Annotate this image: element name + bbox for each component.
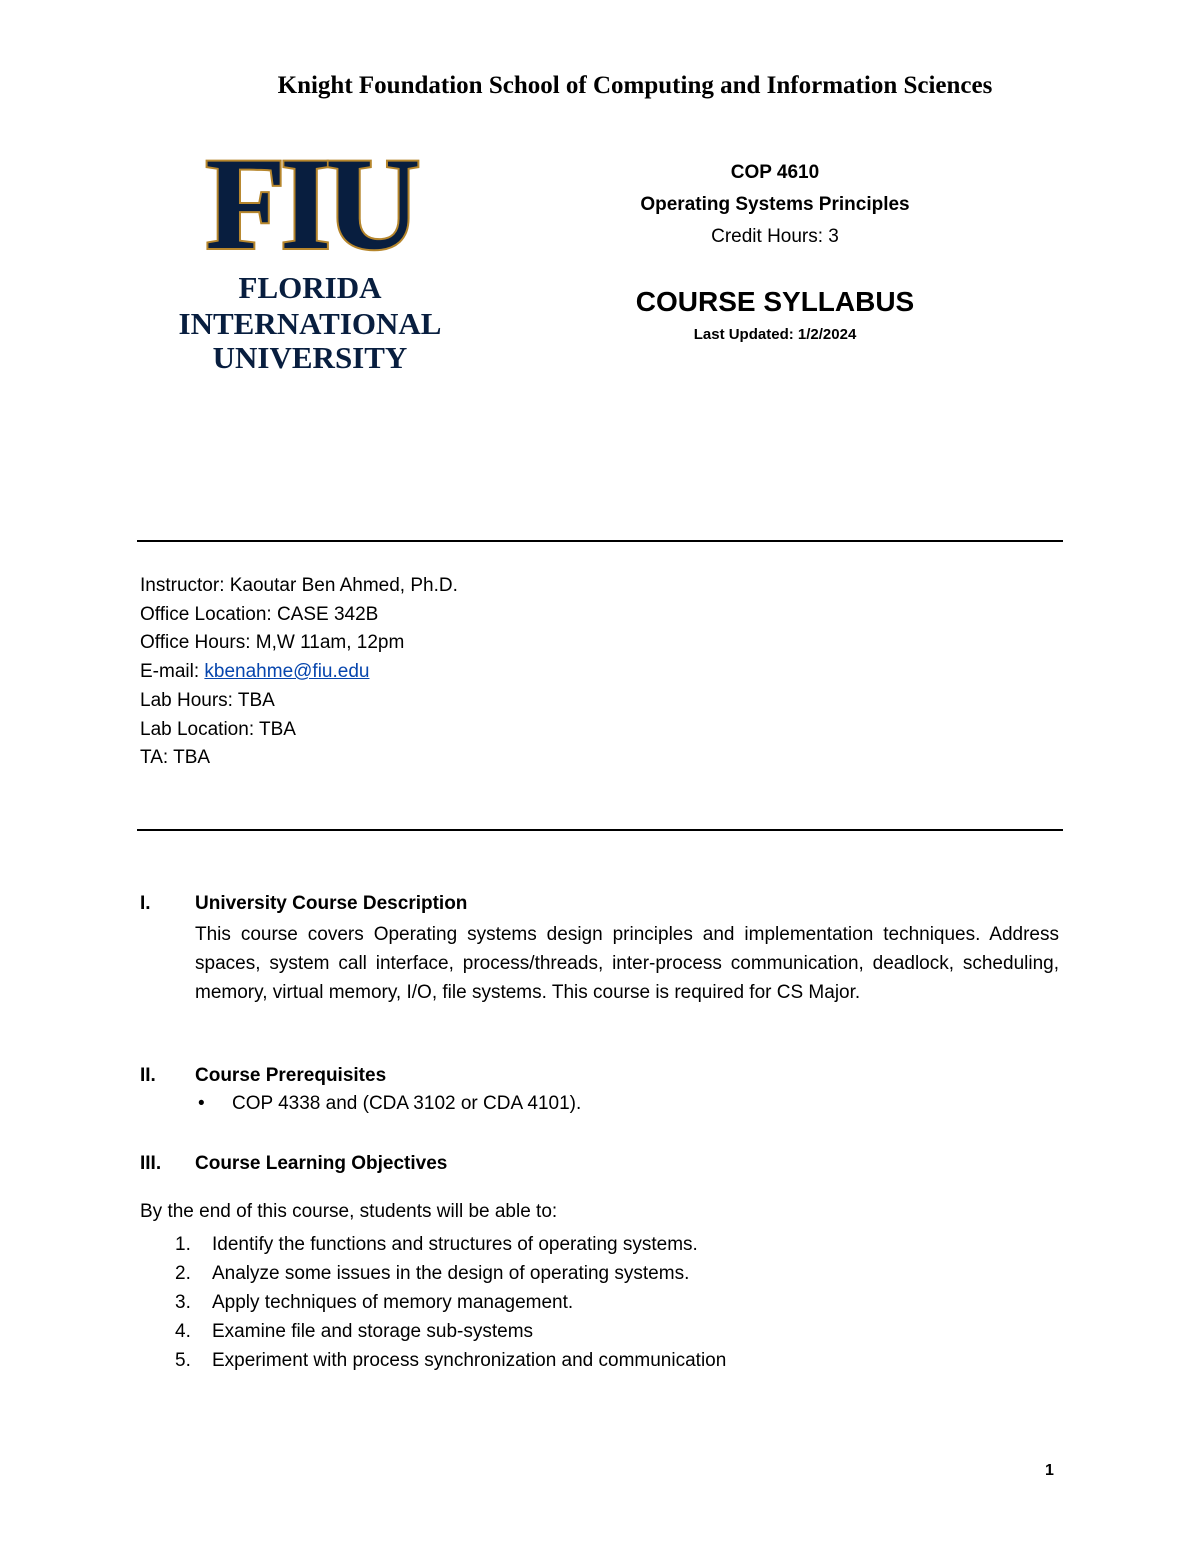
fiu-mark: FIU xyxy=(205,148,415,277)
list-item-text: Experiment with process synchronization and communication xyxy=(212,1350,727,1371)
course-header xyxy=(565,162,985,343)
lab-location: Lab Location: TBA xyxy=(140,718,296,740)
section-number-description: I. xyxy=(140,893,151,914)
lab-hours: Lab Hours: TBA xyxy=(140,689,275,711)
course-code: COP 4610 xyxy=(730,162,820,183)
last-updated: Last Updated: 1/2/2024 xyxy=(693,326,857,343)
list-item-text: Analyze some issues in the design of operating systems. xyxy=(212,1263,690,1284)
contact-info xyxy=(140,572,458,773)
teaching-assistant: TA: TBA xyxy=(140,747,211,769)
logo-line-university: UNIVERSITY xyxy=(212,340,408,375)
list-item xyxy=(170,1259,726,1288)
list-item-number: 4. xyxy=(175,1321,191,1342)
logo-line-florida: FLORIDA xyxy=(238,270,382,305)
section-number-prerequisites: II. xyxy=(140,1065,156,1086)
list-item-number: 1. xyxy=(175,1234,191,1255)
course-name: Operating Systems Principles xyxy=(640,194,910,215)
email-link[interactable]: kbenahme@fiu.edu xyxy=(204,661,370,683)
list-item xyxy=(170,1317,726,1346)
prerequisite-item: COP 4338 and (CDA 3102 or CDA 4101). xyxy=(232,1093,582,1114)
section-title-description: University Course Description xyxy=(195,893,468,914)
list-item-text: Apply techniques of memory management. xyxy=(212,1292,574,1313)
syllabus-title: COURSE SYLLABUS xyxy=(635,286,915,317)
section-title-prerequisites: Course Prerequisites xyxy=(195,1065,387,1086)
email-row xyxy=(140,658,458,687)
section-number-objectives: III. xyxy=(140,1153,162,1174)
office-hours: Office Hours: M,W 11am, 12pm xyxy=(140,632,405,654)
section-title-objectives: Course Learning Objectives xyxy=(195,1153,448,1174)
list-item-text: Identify the functions and structures of operating systems. xyxy=(212,1234,698,1255)
school-name: Knight Foundation School of Computing and Information Sciences xyxy=(277,72,993,99)
list-item xyxy=(170,1346,726,1375)
divider-top xyxy=(137,540,1063,542)
list-item-number: 5. xyxy=(175,1350,191,1371)
bullet-icon: • xyxy=(198,1093,205,1114)
page-number: 1 xyxy=(1045,1462,1054,1479)
course-description-text: This course covers Operating systems design principles and implementation techniques. Address spaces, system call interface, process/threads, inter-process communication, deadlock, scheduling, memory, virtual memory, I/O, file systems. This course is required for CS Major. xyxy=(195,924,1059,1003)
objectives-intro: By the end of this course, students will be able to: xyxy=(140,1201,558,1222)
office-location: Office Location: CASE 342B xyxy=(140,603,379,625)
instructor: Instructor: Kaoutar Ben Ahmed, Ph.D. xyxy=(140,575,458,596)
logo-line-international: INTERNATIONAL xyxy=(178,306,442,341)
objectives-list xyxy=(170,1230,726,1375)
list-item xyxy=(170,1288,726,1317)
list-item-number: 2. xyxy=(175,1263,191,1284)
credit-hours: Credit Hours: 3 xyxy=(711,226,839,247)
fiu-logo xyxy=(160,148,460,378)
email-label: E-mail: xyxy=(140,661,205,683)
list-item xyxy=(170,1230,726,1259)
divider-bottom xyxy=(137,829,1063,831)
list-item-text: Examine file and storage sub-systems xyxy=(212,1321,534,1342)
list-item-number: 3. xyxy=(175,1292,191,1313)
